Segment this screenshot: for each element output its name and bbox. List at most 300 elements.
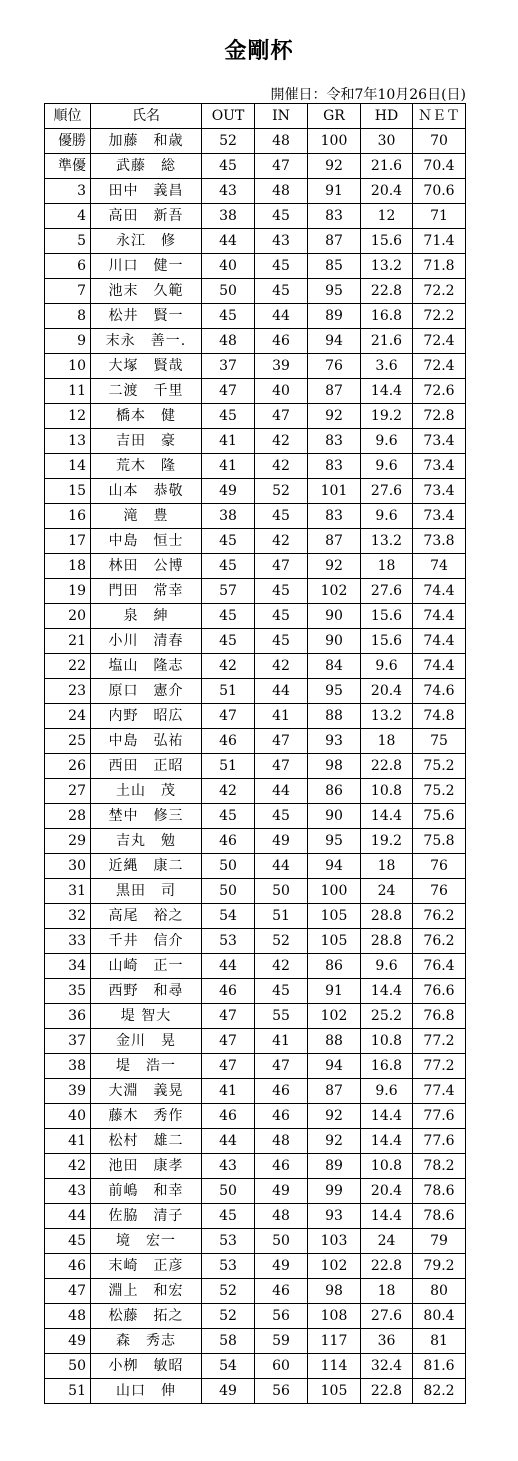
rank-cell: 39 [45,1079,91,1104]
table-row [45,1029,466,1054]
rank-cell: 26 [45,754,91,779]
table-row [45,804,466,829]
in-cell: 45 [255,604,308,629]
out-cell: 41 [202,1079,255,1104]
gr-cell: 102 [308,1004,361,1029]
table-row [45,354,466,379]
gr-cell: 84 [308,654,361,679]
gr-cell: 94 [308,854,361,879]
table-row [45,829,466,854]
name-cell: 末崎 正彦 [91,1254,202,1279]
table-row [45,504,466,529]
out-cell: 54 [202,904,255,929]
net-cell: 77.2 [413,1029,466,1054]
in-cell: 45 [255,804,308,829]
hd-cell: 22.8 [361,1254,413,1279]
out-cell: 54 [202,1354,255,1379]
table-row [45,279,466,304]
out-cell: 46 [202,729,255,754]
out-cell: 40 [202,254,255,279]
hd-cell: 10.8 [361,1154,413,1179]
table-row [45,479,466,504]
hd-cell: 20.4 [361,679,413,704]
name-cell: 堤 智大 [91,1004,202,1029]
out-cell: 41 [202,429,255,454]
net-cell: 76 [413,879,466,904]
rank-cell: 12 [45,404,91,429]
gr-cell: 92 [308,554,361,579]
name-cell: 末永 善一. [91,329,202,354]
net-cell: 75.2 [413,754,466,779]
in-cell: 43 [255,229,308,254]
gr-cell: 86 [308,954,361,979]
in-cell: 42 [255,954,308,979]
net-cell: 74 [413,554,466,579]
rank-cell: 6 [45,254,91,279]
hd-cell: 14.4 [361,1204,413,1229]
gr-cell: 86 [308,779,361,804]
hd-cell: 9.6 [361,454,413,479]
name-cell: 土山 茂 [91,779,202,804]
hd-cell: 27.6 [361,479,413,504]
net-cell: 77.2 [413,1054,466,1079]
table-row [45,529,466,554]
name-cell: 埜中 修三 [91,804,202,829]
table-row [45,1004,466,1029]
out-cell: 45 [202,304,255,329]
in-cell: 52 [255,929,308,954]
gr-cell: 90 [308,629,361,654]
rank-cell: 37 [45,1029,91,1054]
hd-cell: 13.2 [361,254,413,279]
rank-cell: 3 [45,179,91,204]
in-cell: 42 [255,654,308,679]
out-cell: 50 [202,854,255,879]
hd-cell: 14.4 [361,979,413,1004]
hd-cell: 13.2 [361,704,413,729]
name-cell: 金川 晃 [91,1029,202,1054]
hd-cell: 9.6 [361,1079,413,1104]
gr-cell: 105 [308,904,361,929]
net-cell: 71.8 [413,254,466,279]
hd-cell: 32.4 [361,1354,413,1379]
net-cell: 73.4 [413,429,466,454]
net-cell: 78.2 [413,1154,466,1179]
net-cell: 77.6 [413,1104,466,1129]
hd-cell: 28.8 [361,929,413,954]
hd-cell: 3.6 [361,354,413,379]
rank-cell: 35 [45,979,91,1004]
out-cell: 46 [202,1104,255,1129]
hd-cell: 18 [361,729,413,754]
in-cell: 56 [255,1379,308,1404]
rank-cell: 21 [45,629,91,654]
in-cell: 46 [255,1279,308,1304]
net-cell: 72.6 [413,379,466,404]
table-row [45,204,466,229]
out-cell: 38 [202,204,255,229]
gr-cell: 117 [308,1329,361,1354]
in-cell: 45 [255,279,308,304]
event-date: 開催日：令和7年10月26日(日) [270,87,466,103]
out-cell: 45 [202,529,255,554]
rank-cell: 24 [45,704,91,729]
name-cell: 森 秀志 [91,1329,202,1354]
out-cell: 52 [202,1304,255,1329]
net-cell: 74.8 [413,704,466,729]
gr-cell: 90 [308,804,361,829]
net-cell: 74.4 [413,579,466,604]
gr-cell: 101 [308,479,361,504]
name-cell: 黒田 司 [91,879,202,904]
hd-cell: 12 [361,204,413,229]
name-cell: 山口 伸 [91,1379,202,1404]
out-cell: 38 [202,504,255,529]
net-cell: 81 [413,1329,466,1354]
gr-cell: 100 [308,129,361,154]
out-cell: 52 [202,1279,255,1304]
name-cell: 田中 義昌 [91,179,202,204]
net-cell: 79.2 [413,1254,466,1279]
gr-cell: 94 [308,329,361,354]
in-cell: 48 [255,1129,308,1154]
name-cell: 境 宏一 [91,1229,202,1254]
hd-cell: 28.8 [361,904,413,929]
in-cell: 56 [255,1304,308,1329]
in-cell: 50 [255,879,308,904]
in-cell: 55 [255,1004,308,1029]
name-cell: 小栁 敏昭 [91,1354,202,1379]
name-cell: 高田 新吾 [91,204,202,229]
gr-cell: 87 [308,379,361,404]
name-cell: 内野 昭広 [91,704,202,729]
hd-cell: 15.6 [361,629,413,654]
rank-cell: 28 [45,804,91,829]
gr-cell: 87 [308,229,361,254]
out-cell: 47 [202,1029,255,1054]
net-cell: 79 [413,1229,466,1254]
out-cell: 51 [202,679,255,704]
name-cell: 松井 賢一 [91,304,202,329]
page-title: 金剛杯 [224,38,294,64]
hd-cell: 22.8 [361,1379,413,1404]
rank-cell: 40 [45,1104,91,1129]
table-row [45,1079,466,1104]
out-cell: 44 [202,1129,255,1154]
name-cell: 吉田 豪 [91,429,202,454]
out-cell: 50 [202,279,255,304]
table-row [45,1129,466,1154]
header-out: OUT [202,104,255,129]
name-cell: 中島 弘祐 [91,729,202,754]
rank-cell: 13 [45,429,91,454]
in-cell: 48 [255,129,308,154]
name-cell: 荒木 隆 [91,454,202,479]
rank-cell: 14 [45,454,91,479]
hd-cell: 36 [361,1329,413,1354]
rank-cell: 31 [45,879,91,904]
net-cell: 70.4 [413,154,466,179]
in-cell: 39 [255,354,308,379]
in-cell: 41 [255,1029,308,1054]
name-cell: 池田 康孝 [91,1154,202,1179]
gr-cell: 88 [308,1029,361,1054]
rank-cell: 34 [45,954,91,979]
name-cell: 千井 信介 [91,929,202,954]
in-cell: 44 [255,304,308,329]
header-name: 氏名 [91,104,202,129]
name-cell: 近縄 康二 [91,854,202,879]
hd-cell: 15.6 [361,229,413,254]
rank-cell: 33 [45,929,91,954]
in-cell: 48 [255,1204,308,1229]
net-cell: 72.2 [413,279,466,304]
rank-cell: 36 [45,1004,91,1029]
rank-cell: 45 [45,1229,91,1254]
in-cell: 47 [255,754,308,779]
name-cell: 堤 浩一 [91,1054,202,1079]
hd-cell: 21.6 [361,154,413,179]
out-cell: 53 [202,1229,255,1254]
in-cell: 49 [255,829,308,854]
table-row [45,1254,466,1279]
out-cell: 46 [202,979,255,1004]
rank-cell: 準優 [45,154,91,179]
table-row [45,1354,466,1379]
rank-cell: 19 [45,579,91,604]
header-in: IN [255,104,308,129]
hd-cell: 21.6 [361,329,413,354]
rank-cell: 32 [45,904,91,929]
table-row [45,304,466,329]
out-cell: 48 [202,329,255,354]
table-row [45,1154,466,1179]
in-cell: 46 [255,329,308,354]
table-row [45,629,466,654]
name-cell: 泉 紳 [91,604,202,629]
rank-cell: 50 [45,1354,91,1379]
hd-cell: 10.8 [361,779,413,804]
hd-cell: 14.4 [361,1129,413,1154]
rank-cell: 43 [45,1179,91,1204]
hd-cell: 14.4 [361,379,413,404]
in-cell: 45 [255,629,308,654]
gr-cell: 91 [308,979,361,1004]
rank-cell: 29 [45,829,91,854]
gr-cell: 87 [308,529,361,554]
out-cell: 47 [202,704,255,729]
gr-cell: 99 [308,1179,361,1204]
gr-cell: 93 [308,1204,361,1229]
name-cell: 橋本 健 [91,404,202,429]
in-cell: 45 [255,504,308,529]
gr-cell: 92 [308,154,361,179]
table-row [45,1054,466,1079]
table-row [45,579,466,604]
rank-cell: 11 [45,379,91,404]
name-cell: 高尾 裕之 [91,904,202,929]
name-cell: 加藤 和歳 [91,129,202,154]
table-row [45,1379,466,1404]
in-cell: 49 [255,1179,308,1204]
out-cell: 42 [202,779,255,804]
net-cell: 75 [413,729,466,754]
table-row [45,154,466,179]
hd-cell: 18 [361,1279,413,1304]
rank-cell: 10 [45,354,91,379]
net-cell: 82.2 [413,1379,466,1404]
in-cell: 46 [255,1154,308,1179]
net-cell: 80 [413,1279,466,1304]
net-cell: 71 [413,204,466,229]
gr-cell: 102 [308,1254,361,1279]
name-cell: 山本 恭敬 [91,479,202,504]
gr-cell: 114 [308,1354,361,1379]
name-cell: 藤木 秀作 [91,1104,202,1129]
net-cell: 72.4 [413,329,466,354]
name-cell: 永江 修 [91,229,202,254]
in-cell: 47 [255,554,308,579]
net-cell: 72.8 [413,404,466,429]
hd-cell: 10.8 [361,1029,413,1054]
out-cell: 45 [202,629,255,654]
rank-cell: 7 [45,279,91,304]
table-row [45,679,466,704]
out-cell: 52 [202,129,255,154]
table-row [45,1179,466,1204]
rank-cell: 51 [45,1379,91,1404]
hd-cell: 14.4 [361,1104,413,1129]
table-row [45,729,466,754]
rank-cell: 42 [45,1154,91,1179]
rank-cell: 20 [45,604,91,629]
rank-cell: 5 [45,229,91,254]
net-cell: 73.4 [413,454,466,479]
net-cell: 72.2 [413,304,466,329]
gr-cell: 83 [308,204,361,229]
gr-cell: 98 [308,754,361,779]
in-cell: 50 [255,1229,308,1254]
header-hd: HD [361,104,413,129]
rank-cell: 16 [45,504,91,529]
gr-cell: 92 [308,404,361,429]
in-cell: 44 [255,854,308,879]
net-cell: 75.8 [413,829,466,854]
name-cell: 武藤 総 [91,154,202,179]
in-cell: 52 [255,479,308,504]
hd-cell: 18 [361,554,413,579]
gr-cell: 89 [308,1154,361,1179]
gr-cell: 95 [308,679,361,704]
in-cell: 44 [255,679,308,704]
table-row [45,1204,466,1229]
table-row [45,654,466,679]
header-gr: GR [308,104,361,129]
gr-cell: 105 [308,929,361,954]
net-cell: 74.4 [413,604,466,629]
in-cell: 45 [255,979,308,1004]
in-cell: 47 [255,729,308,754]
out-cell: 45 [202,1204,255,1229]
in-cell: 45 [255,254,308,279]
in-cell: 46 [255,1079,308,1104]
in-cell: 46 [255,1104,308,1129]
name-cell: 小川 清春 [91,629,202,654]
table-row [45,929,466,954]
net-cell: 81.6 [413,1354,466,1379]
gr-cell: 102 [308,579,361,604]
in-cell: 42 [255,454,308,479]
table-row [45,229,466,254]
net-cell: 71.4 [413,229,466,254]
table-row [45,779,466,804]
net-cell: 74.4 [413,654,466,679]
table-row [45,854,466,879]
rank-cell: 15 [45,479,91,504]
name-cell: 池末 久範 [91,279,202,304]
net-cell: 77.6 [413,1129,466,1154]
name-cell: 前嶋 和幸 [91,1179,202,1204]
gr-cell: 83 [308,504,361,529]
net-cell: 73.8 [413,529,466,554]
name-cell: 松村 雄二 [91,1129,202,1154]
out-cell: 45 [202,804,255,829]
gr-cell: 95 [308,279,361,304]
gr-cell: 91 [308,179,361,204]
rank-cell: 49 [45,1329,91,1354]
table-row [45,1104,466,1129]
net-cell: 75.6 [413,804,466,829]
gr-cell: 83 [308,454,361,479]
rank-cell: 9 [45,329,91,354]
name-cell: 大淵 義晃 [91,1079,202,1104]
name-cell: 原口 憲介 [91,679,202,704]
net-cell: 76.6 [413,979,466,1004]
out-cell: 53 [202,1254,255,1279]
net-cell: 78.6 [413,1204,466,1229]
rank-cell: 48 [45,1304,91,1329]
table-row [45,954,466,979]
hd-cell: 25.2 [361,1004,413,1029]
name-cell: 西田 正昭 [91,754,202,779]
net-cell: 76.2 [413,904,466,929]
name-cell: 二渡 千里 [91,379,202,404]
rank-cell: 44 [45,1204,91,1229]
name-cell: 塩山 隆志 [91,654,202,679]
rank-cell: 38 [45,1054,91,1079]
hd-cell: 20.4 [361,179,413,204]
name-cell: 松藤 拓之 [91,1304,202,1329]
net-cell: 75.2 [413,779,466,804]
table-row [45,754,466,779]
hd-cell: 27.6 [361,1304,413,1329]
out-cell: 53 [202,929,255,954]
hd-cell: 22.8 [361,754,413,779]
hd-cell: 19.2 [361,404,413,429]
in-cell: 44 [255,779,308,804]
out-cell: 49 [202,479,255,504]
rank-cell: 47 [45,1279,91,1304]
net-cell: 76 [413,854,466,879]
table-row [45,704,466,729]
net-cell: 74.6 [413,679,466,704]
net-cell: 73.4 [413,504,466,529]
table-row [45,1329,466,1354]
gr-cell: 94 [308,1054,361,1079]
name-cell: 滝 豊 [91,504,202,529]
out-cell: 43 [202,1154,255,1179]
hd-cell: 30 [361,129,413,154]
